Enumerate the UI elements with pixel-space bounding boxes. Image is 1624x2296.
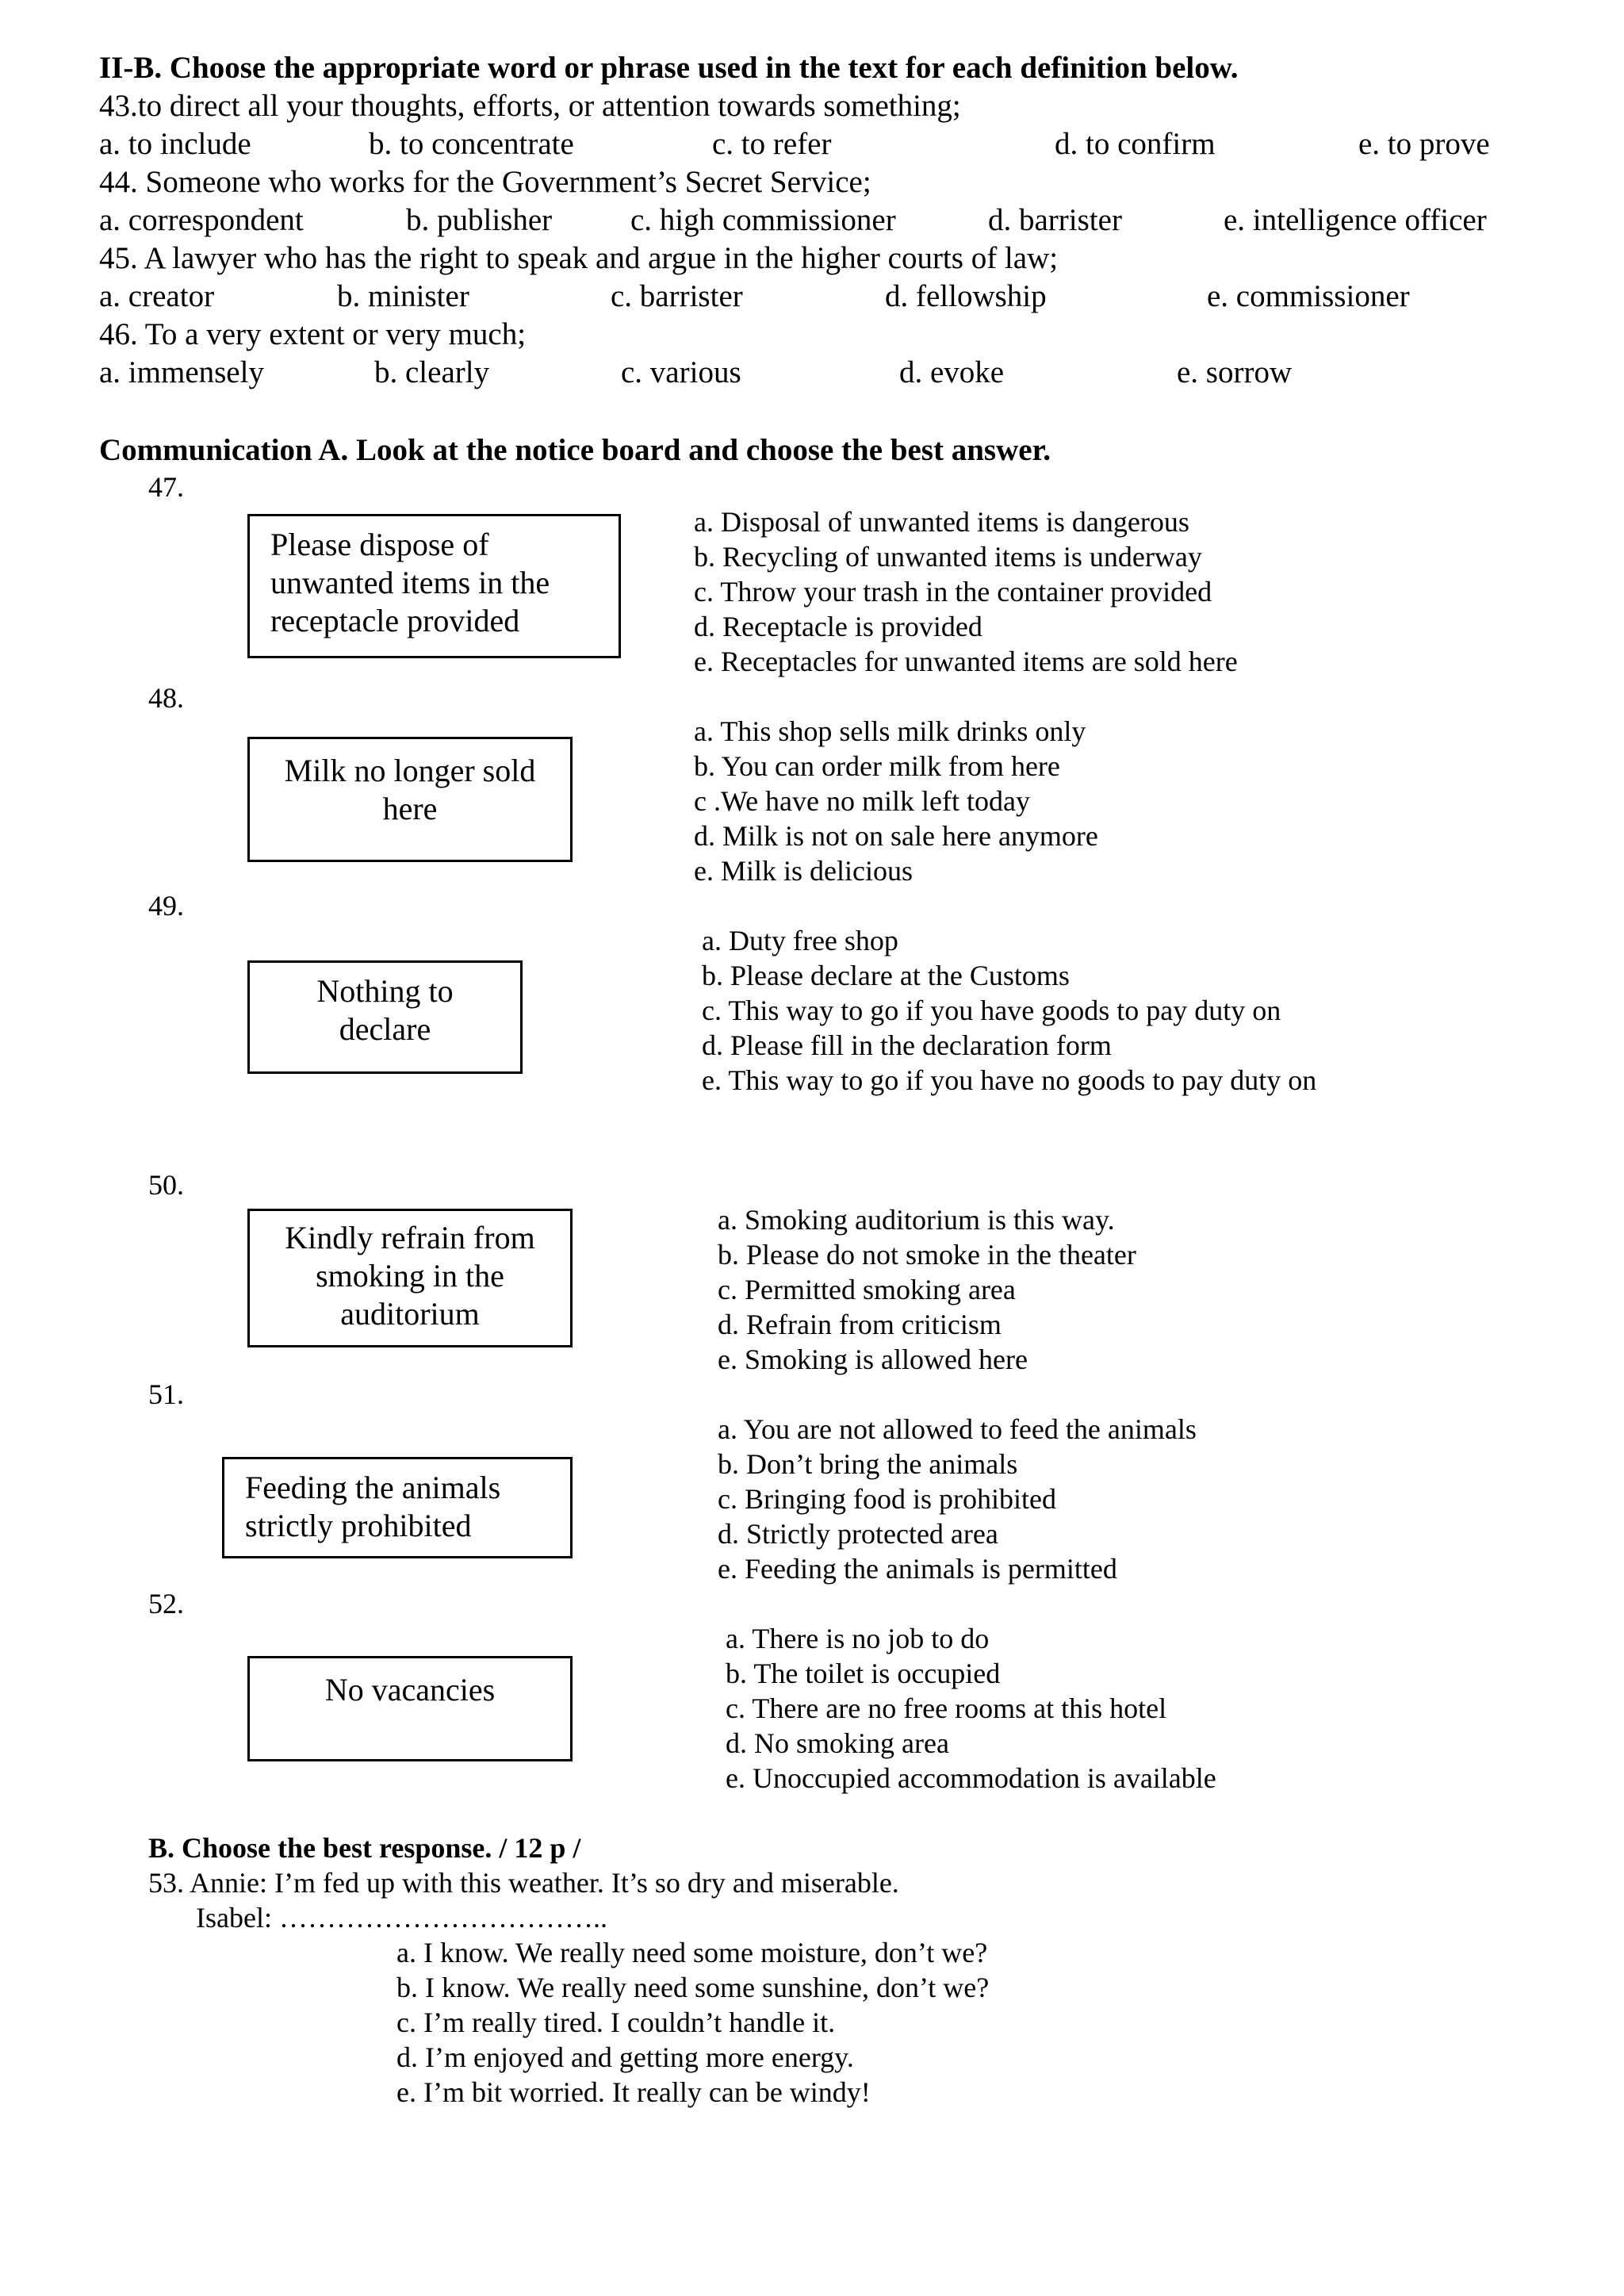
item-51-option-b: b. Don’t bring the animals (718, 1448, 1018, 1480)
item-52-option-c: c. There are no free rooms at this hotel (726, 1692, 1167, 1724)
question-46-prompt: 46. To a very extent or very much; (99, 317, 527, 351)
item-49-number: 49. (148, 890, 184, 922)
section-b-heading: B. Choose the best response. / 12 p / (148, 1832, 581, 1864)
notice-47-line-3: receptacle provided (270, 603, 520, 638)
question-53-option-d: d. I’m enjoyed and getting more energy. (396, 2041, 854, 2073)
item-48-option-d: d. Milk is not on sale here anymore (694, 820, 1098, 852)
item-47-options (694, 504, 1238, 679)
item-48-option-b: b. You can order milk from here (694, 750, 1060, 782)
notice-50-line-1: Kindly refrain from (285, 1220, 535, 1255)
notice-48-line-2: here (382, 791, 438, 826)
item-50-option-b: b. Please do not smoke in the theater (718, 1239, 1136, 1271)
question-46-option-d: d. evoke (899, 355, 1005, 389)
item-51-number: 51. (148, 1378, 184, 1410)
question-46-option-a: a. immensely (99, 355, 264, 389)
item-52-option-e: e. Unoccupied accommodation is available (726, 1762, 1216, 1794)
item-51-options (718, 1412, 1197, 1586)
item-50-number: 50. (148, 1169, 184, 1201)
question-43-option-a: a. to include (99, 127, 251, 161)
item-49-option-e: e. This way to go if you have no goods to pay duty on (702, 1064, 1317, 1096)
notice-50-line-2: smoking in the (316, 1258, 504, 1294)
notice-51 (222, 1457, 573, 1558)
question-44-prompt: 44. Someone who works for the Government’s Secret Service; (99, 165, 871, 199)
notice-47 (247, 514, 621, 658)
item-52-number: 52. (148, 1588, 184, 1619)
notice-48 (247, 737, 573, 862)
notice-52-line-1: No vacancies (324, 1672, 496, 1708)
item-52-option-d: d. No smoking area (726, 1727, 949, 1759)
question-43-option-c: c. to refer (712, 127, 832, 161)
question-44-option-a: a. correspondent (99, 203, 304, 237)
item-49-options (702, 923, 1316, 1098)
question-46-option-b: b. clearly (374, 355, 490, 389)
item-51-option-c: c. Bringing food is prohibited (718, 1483, 1056, 1515)
question-53-line-2: Isabel: …………………………….. (196, 1902, 607, 1934)
notice-50 (247, 1209, 573, 1347)
question-45-prompt: 45. A lawyer who has the right to speak and argue in the higher courts of law; (99, 241, 1059, 275)
question-43-option-b: b. to concentrate (369, 127, 574, 161)
question-43-option-e: e. to prove (1358, 127, 1490, 161)
item-50-option-a: a. Smoking auditorium is this way. (718, 1204, 1115, 1236)
notice-51-line-1: Feeding the animals (245, 1470, 501, 1505)
question-53-option-a: a. I know. We really need some moisture, don’t we? (396, 1937, 988, 1968)
item-51-option-e: e. Feeding the animals is permitted (718, 1553, 1117, 1585)
notice-49-line-1: Nothing to (316, 973, 454, 1009)
item-48-options (694, 714, 1098, 888)
question-44-option-b: b. publisher (406, 203, 553, 237)
question-45-option-c: c. barrister (611, 279, 743, 313)
item-47-option-a: a. Disposal of unwanted items is dangerous (694, 506, 1189, 538)
item-51-option-d: d. Strictly protected area (718, 1518, 998, 1550)
notice-50-line-3: auditorium (340, 1296, 480, 1332)
item-52-options (726, 1621, 1216, 1796)
question-45-option-e: e. commissioner (1207, 279, 1410, 313)
notice-52 (247, 1656, 573, 1761)
question-46-option-c: c. various (621, 355, 741, 389)
question-44-option-c: c. high commissioner (630, 203, 896, 237)
question-53-options (396, 1935, 989, 2110)
item-47-number: 47. (148, 471, 184, 503)
item-47-option-b: b. Recycling of unwanted items is underway (694, 541, 1202, 573)
communication-a-heading: Communication A. Look at the notice board and choose the best answer. (99, 433, 1051, 467)
item-50-option-d: d. Refrain from criticism (718, 1309, 1002, 1340)
item-47-option-c: c. Throw your trash in the container provided (694, 576, 1212, 608)
notice-47-line-1: Please dispose of (270, 527, 489, 562)
question-45-option-d: d. fellowship (885, 279, 1047, 313)
question-53-option-c: c. I’m really tired. I couldn’t handle it. (396, 2007, 836, 2038)
notice-49-line-2: declare (339, 1011, 431, 1047)
item-48-number: 48. (148, 682, 184, 714)
question-46-option-e: e. sorrow (1177, 355, 1293, 389)
item-49-option-c: c. This way to go if you have goods to pay duty on (702, 995, 1281, 1026)
question-53-option-b: b. I know. We really need some sunshine, don’t we? (396, 1972, 990, 2003)
item-49-option-d: d. Please fill in the declaration form (702, 1029, 1112, 1061)
section-iib-heading: II-B. Choose the appropriate word or phrase used in the text for each definition below. (99, 51, 1239, 85)
question-53-line-1: 53. Annie: I’m fed up with this weather. It’s so dry and miserable. (148, 1867, 899, 1899)
item-48-option-a: a. This shop sells milk drinks only (694, 715, 1086, 747)
item-50-options (718, 1202, 1136, 1377)
notice-51-line-2: strictly prohibited (245, 1508, 472, 1543)
item-52-option-a: a. There is no job to do (726, 1623, 990, 1654)
question-43-option-d: d. to confirm (1055, 127, 1216, 161)
item-52-option-b: b. The toilet is occupied (726, 1658, 1001, 1689)
question-45-option-a: a. creator (99, 279, 215, 313)
notice-49 (247, 960, 523, 1074)
notice-48-line-1: Milk no longer sold (284, 753, 536, 788)
notice-47-line-2: unwanted items in the (270, 565, 550, 600)
item-47-option-d: d. Receptacle is provided (694, 611, 982, 642)
question-53-option-e: e. I’m bit worried. It really can be windy! (396, 2076, 871, 2108)
item-50-option-c: c. Permitted smoking area (718, 1274, 1016, 1305)
item-50-option-e: e. Smoking is allowed here (718, 1343, 1028, 1375)
question-43-prompt: 43.to direct all your thoughts, efforts, or attention towards something; (99, 89, 961, 123)
question-44-option-d: d. barrister (988, 203, 1122, 237)
question-44-option-e: e. intelligence officer (1224, 203, 1487, 237)
item-48-option-e: e. Milk is delicious (694, 855, 913, 887)
item-47-option-e: e. Receptacles for unwanted items are sold here (694, 646, 1238, 677)
question-45-option-b: b. minister (337, 279, 469, 313)
item-49-option-b: b. Please declare at the Customs (702, 960, 1070, 991)
item-51-option-a: a. You are not allowed to feed the animals (718, 1413, 1197, 1445)
item-48-option-c: c .We have no milk left today (694, 785, 1030, 817)
item-49-option-a: a. Duty free shop (702, 925, 898, 956)
